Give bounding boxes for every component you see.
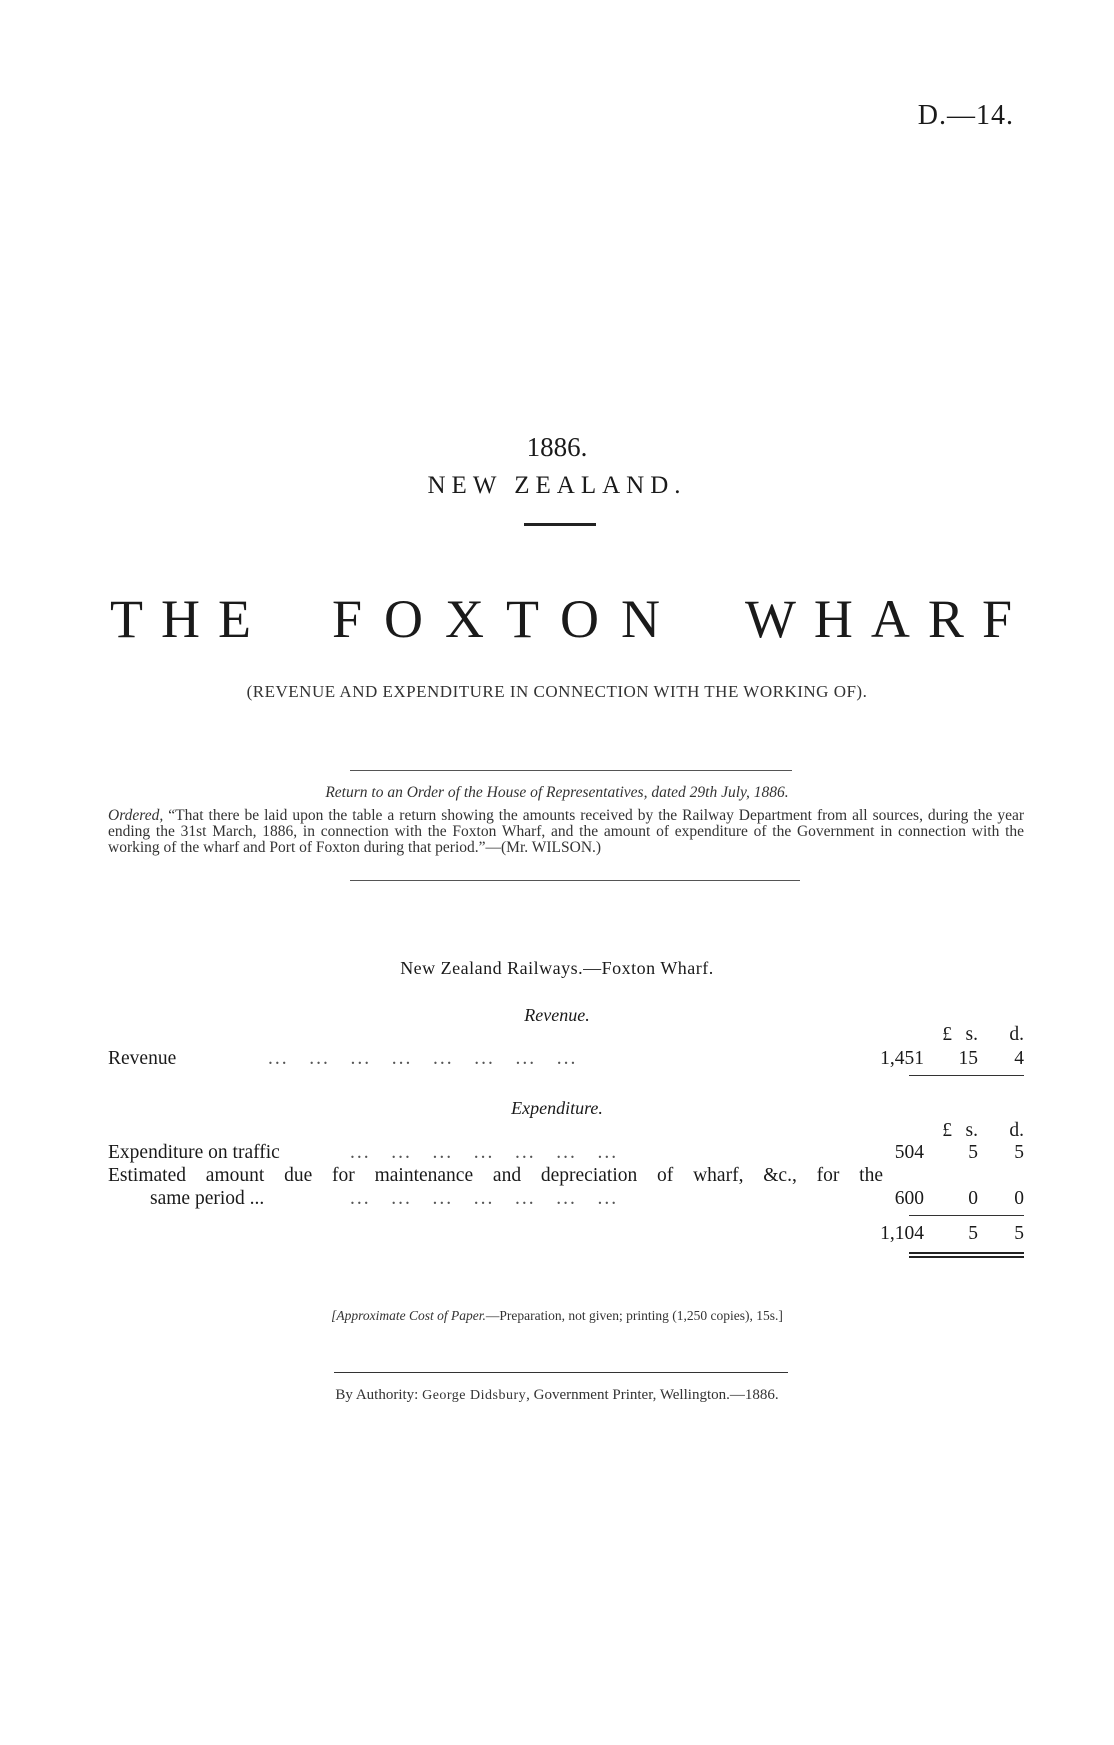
pence-header: d. xyxy=(1009,1024,1024,1045)
pence-header: d. xyxy=(1009,1120,1024,1141)
imprint-prefix: By Authority: xyxy=(335,1387,419,1403)
title-divider xyxy=(524,523,596,526)
row-label-continuation: same period ... xyxy=(150,1188,265,1209)
document-subtitle: (REVENUE AND EXPENDITURE IN CONNECTION WITH THE WORKING OF). xyxy=(246,682,868,701)
row-label: Revenue xyxy=(108,1048,177,1069)
accounts-heading: New Zealand Railways.—Foxton Wharf. xyxy=(400,958,714,978)
ordered-body: “That there be laid upon the table a return showing the amounts received by the Railway Department from all sources, during the year ending the 31st March, 1886, in connection with the Foxton Wharf, and the amount of expenditure of the Government in connection with the working of the wharf and Port of Foxton during that period.”—(Mr. WILSON.) xyxy=(108,807,1024,856)
pounds-value: 600 xyxy=(894,1188,924,1209)
imprint-rule xyxy=(334,1372,788,1373)
cost-detail: —Preparation, not given; printing (1,250 copies), 15s.] xyxy=(485,1308,783,1323)
pounds-header: £ xyxy=(942,1120,952,1141)
shillings-value: 5 xyxy=(968,1142,978,1163)
leader-dots: ... ... ... ... ... ... ... xyxy=(350,1188,619,1209)
expenditure-heading: Expenditure. xyxy=(511,1098,603,1118)
revenue-row xyxy=(108,1048,1024,1074)
leader-dots: ... ... ... ... ... ... ... ... xyxy=(268,1048,578,1069)
pence-value: 4 xyxy=(1014,1048,1024,1069)
order-bottom-rule xyxy=(350,880,800,881)
order-text xyxy=(108,808,1024,856)
expenditure-total-row xyxy=(108,1223,1024,1249)
document-title xyxy=(110,588,1030,650)
return-line: Return to an Order of the House of Representatives, dated 29th July, 1886. xyxy=(325,784,789,801)
shillings-header: s. xyxy=(965,1024,978,1045)
publication-year: 1886. xyxy=(526,432,588,462)
leader-dots: ... ... ... ... ... ... ... xyxy=(350,1142,619,1163)
pence-value: 5 xyxy=(1014,1142,1024,1163)
country-heading: NEW ZEALAND. xyxy=(427,472,687,499)
title-word: WHARF xyxy=(744,589,1030,649)
expenditure-row xyxy=(108,1165,1024,1213)
pounds-header: £ xyxy=(942,1024,952,1045)
subtotal-rule xyxy=(909,1215,1024,1216)
order-top-rule xyxy=(350,770,792,771)
total-double-rule-top xyxy=(909,1252,1024,1254)
pounds-value: 1,451 xyxy=(880,1048,924,1069)
pounds-value: 504 xyxy=(894,1142,924,1163)
pence-value: 0 xyxy=(1014,1188,1024,1209)
title-word: FOXTON xyxy=(331,589,682,649)
total-pence: 5 xyxy=(1014,1223,1024,1244)
cost-label: [Approximate Cost of Paper. xyxy=(331,1308,486,1323)
document-number: D.—14. xyxy=(917,100,1014,131)
revenue-underline xyxy=(909,1075,1024,1076)
total-shillings: 5 xyxy=(968,1223,978,1244)
expenditure-currency-header xyxy=(108,1120,1024,1144)
row-label: Estimated amount due for maintenance and depreciation of wharf, &c., for the xyxy=(108,1165,883,1186)
printer-imprint xyxy=(0,1387,1114,1404)
revenue-currency-header xyxy=(108,1024,1024,1048)
row-label: Expenditure on traffic xyxy=(108,1142,280,1163)
title-word: THE xyxy=(110,589,269,649)
total-pounds: 1,104 xyxy=(880,1223,924,1244)
printer-name: George Didsbury xyxy=(422,1388,527,1403)
total-double-rule-bottom xyxy=(909,1256,1024,1258)
revenue-heading: Revenue. xyxy=(524,1005,590,1025)
ordered-label: Ordered, xyxy=(108,807,164,824)
shillings-header: s. xyxy=(965,1120,978,1141)
imprint-suffix: , Government Printer, Wellington.—1886. xyxy=(526,1387,779,1403)
cost-of-paper-note xyxy=(0,1308,1114,1324)
shillings-value: 15 xyxy=(958,1048,978,1069)
shillings-value: 0 xyxy=(968,1188,978,1209)
